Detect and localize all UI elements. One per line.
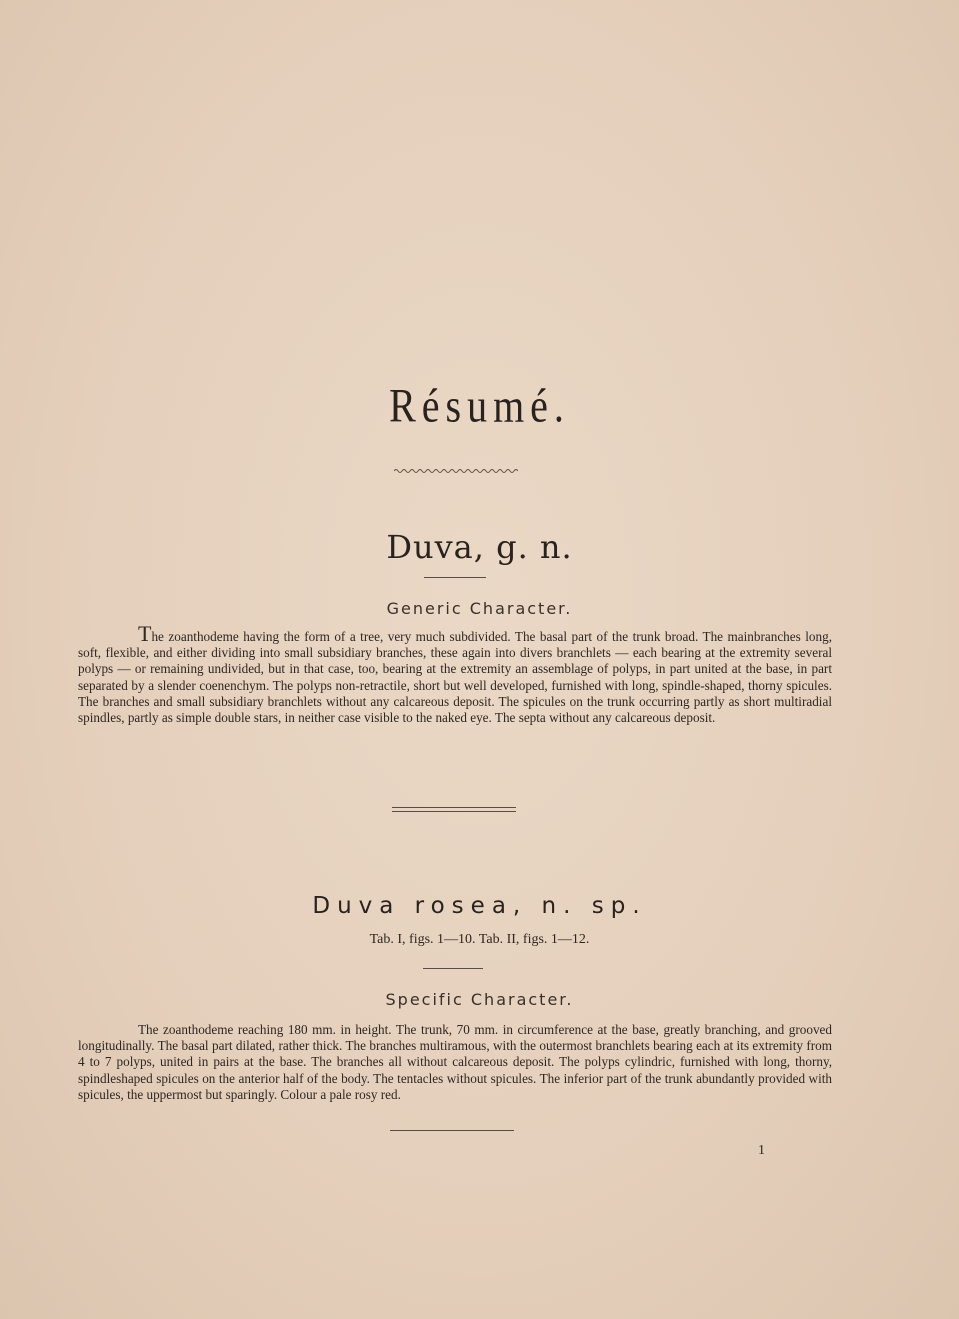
page-title: Résumé. xyxy=(389,378,570,433)
generic-character-body: he zoanthodeme having the form of a tree, very much subdivided. The basal part of the trunk broad. The mainbranches long, soft, flexible, and either dividing into small subsidiary branches, these again into divers branchlets — each bearing at the extremity several polyps — or remaining undivided, but in that case, too, bearing at the extremity an assemblage of polyps, in part united at the base, in part separated by a slender coenenchym. The polyps non-retractile, short but well developed, furnished with long, spindle-shaped, thorny spicules. The branches and small subsidiary branchlets without any calcareous deposit. The spicules on the trunk occurring partly as short multiradial spindles, partly as simple double stars, in neither case visible to the naked eye. The septa without any calcareous deposit. xyxy=(78,629,832,726)
genus-title: Duva, g. n. xyxy=(386,528,573,566)
drop-cap: T xyxy=(138,621,152,646)
double-divider-bottom xyxy=(392,811,516,812)
specific-character-body: The zoanthodeme reaching 180 mm. in height. The trunk, 70 mm. in circumference at the base, greatly branching, and grooved longitudinally. The basal part dilated, rather thick. The branches multiramous, with the outermost branchlets bearing each at its extremity from 4 to 7 polyps, united in pairs at the base. The branches all without calcareous deposit. The polyps cylindric, furnished with long, thorny, spindleshaped spicules on the anterior half of the body. The tentacles without spicules. The inferior part of the trunk abundantly provided with spicules, the uppermost but sparingly. Colour a pale rosy red. xyxy=(78,1022,832,1102)
divider xyxy=(390,1130,514,1131)
divider xyxy=(424,577,486,578)
wavy-divider xyxy=(394,467,518,475)
generic-character-text xyxy=(78,621,832,726)
double-divider-top xyxy=(392,807,516,808)
divider xyxy=(423,968,483,969)
species-title: Duva rosea, n. sp. xyxy=(312,893,647,919)
generic-character-heading: Generic Character. xyxy=(386,599,573,618)
plates-reference: Tab. I, figs. 1—10. Tab. II, figs. 1—12. xyxy=(369,932,590,947)
specific-character-heading: Specific Character. xyxy=(385,990,574,1009)
page-number: 1 xyxy=(758,1143,765,1158)
specific-character-text xyxy=(78,1022,832,1103)
